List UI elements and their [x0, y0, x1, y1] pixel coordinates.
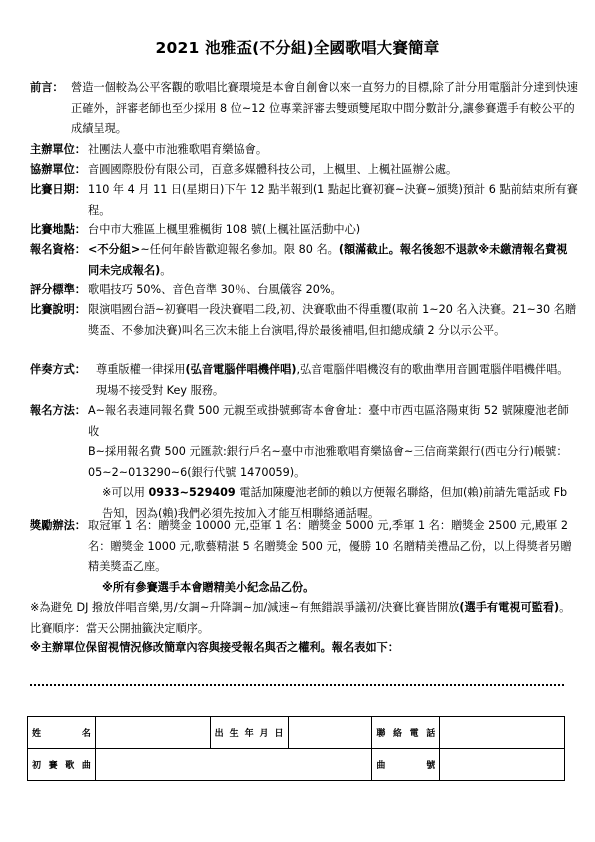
- awards-gift-note: ※所有參賽選手本會贈精美小紀念品乙份。: [102, 580, 315, 594]
- form-label-birth: 出生年月日: [210, 717, 288, 749]
- organizer-text: 社團法人臺中市池雅歌唱育樂協會。: [88, 143, 268, 156]
- cut-line: [30, 681, 564, 686]
- eligibility-section: [30, 240, 578, 281]
- awards-detail: 取冠軍 1 名：贈獎金 10000 元,亞軍 1 名：贈獎金 5000 元,季軍 1 名：贈獎金 2500 元,殿軍 2 名：贈獎金 1000 元,歌藝精湛 5 名贈獎金 500 元，優勝 10 名贈精美禮品乙份，以上得獎者另贈精美獎盃乙座。: [88, 519, 572, 573]
- eligibility-label: 報名資格：: [30, 243, 86, 256]
- accompaniment-machine: (弘音電腦伴唱機伴唱): [185, 363, 297, 376]
- dj-note-monitor: (選手有電視可監看): [459, 601, 560, 614]
- form-row-2: [28, 749, 565, 781]
- registration-option-b: B~採用報名費 500 元匯款:銀行戶名~臺中市池雅歌唱育樂協會~三信商業銀行(西屯分行)帳號：05~2~013290~6(銀行代號 1470059)。: [88, 445, 568, 479]
- eligibility-limit-note: (額滿截止。報名後恕不退款※未繳清報名費視同未完成報名): [88, 243, 568, 277]
- form-label-song-no: 曲 號: [372, 749, 440, 781]
- accompaniment-detail: ,弘音電腦伴唱機沒有的歌曲準用音圓電腦伴唱機伴唱。現場不接受對 Key 服務。: [96, 363, 569, 397]
- eligibility-end: 。: [160, 263, 172, 277]
- rules-section: [30, 300, 578, 341]
- date-section: [30, 180, 578, 221]
- preface-section: [30, 78, 578, 140]
- registration-form-table: [27, 716, 565, 781]
- registration-label: 報名方法：: [30, 404, 86, 417]
- dj-note-text: ※為避免 DJ 撥放伴唱音樂,男/女調~升降調~加/減速~有無錯誤爭議初/決賽比賽皆開放: [30, 601, 460, 614]
- registration-phone: 0933~529409: [148, 486, 236, 499]
- registration-text: [88, 401, 578, 524]
- registration-section: [30, 401, 578, 524]
- form-field-song-no[interactable]: [440, 749, 565, 781]
- preface-label: 前言：: [30, 81, 64, 94]
- form-field-birth[interactable]: [288, 717, 372, 749]
- accompaniment-intro: 尊重版權一律採用: [96, 363, 186, 376]
- scoring-section: [30, 280, 578, 301]
- form-label-phone: 聯絡電話: [372, 717, 440, 749]
- date-text: 110 年 4 月 11 日(星期日)下午 12 點半報到(1 點起比賽初賽~決賽~頒獎)預計 6 點前結束所有賽程。: [88, 183, 578, 217]
- co-organizer-label: 協辦單位：: [30, 163, 86, 176]
- venue-label: 比賽地點：: [30, 223, 86, 236]
- awards-text: [88, 516, 578, 598]
- registration-note-post: 電話加陳慶池老師的賴以方便報名聯絡，但加(賴)前請先電話或 Fb 告知，因為(賴)我們必須先按加入才能互相聯絡通話喔。: [102, 486, 568, 520]
- dj-note: [30, 598, 578, 639]
- form-label-name: 姓 名: [28, 717, 96, 749]
- eligibility-detail: ~任何年齡皆歡迎報名參加。限 80 名。: [140, 243, 339, 256]
- co-organizer-section: [30, 160, 578, 181]
- eligibility-text: [88, 240, 578, 281]
- scoring-text: 歌唱技巧 50%、音色音準 30％、台風儀容 20%。: [88, 283, 342, 296]
- form-field-phone[interactable]: [440, 717, 565, 749]
- form-field-name[interactable]: [95, 717, 210, 749]
- registration-note-pre: ※可以用: [102, 486, 149, 499]
- awards-label: 獎勵辦法：: [30, 519, 86, 532]
- organizer-label: 主辦單位：: [30, 143, 86, 156]
- co-organizer-text: 音圓國際股份有限公司，百意多媒體科技公司，上楓里、上楓社區辦公處。: [88, 163, 458, 176]
- form-field-song[interactable]: [95, 749, 371, 781]
- rules-label: 比賽說明：: [30, 303, 86, 316]
- scoring-label: 評分標準：: [30, 283, 86, 296]
- venue-text: 台中市大雅區上楓里雅楓街 108 號(上楓社區活動中心): [88, 223, 361, 236]
- venue-section: [30, 220, 578, 241]
- awards-section: [30, 516, 578, 598]
- date-label: 比賽日期：: [30, 183, 86, 196]
- accompaniment-text: [96, 360, 578, 401]
- dj-note-order: 。比賽順序：當天公開抽籤決定順序。: [30, 601, 571, 635]
- organizer-section: [30, 140, 578, 161]
- form-row-1: [28, 717, 565, 749]
- accompaniment-section: [30, 360, 578, 401]
- registration-option-a: A~報名表連同報名費 500 元親至或掛號郵寄本會會址：臺中市西屯區洛陽東街 52 號陳慶池老師收: [88, 404, 569, 438]
- preface-text: 營造一個較為公平客觀的歌唱比賽環境是本會自創會以來一直努力的目標,除了計分用電腦計分達到快速正確外，評審老師也至少採用 8 位~12 位專業評審去雙頭雙尾取中間分數計分,讓參賽選手有較公平的成績呈現。: [71, 81, 578, 135]
- accompaniment-label: 伴奏方式：: [30, 363, 86, 376]
- form-label-song: 初賽歌曲: [28, 749, 96, 781]
- eligibility-group: <不分組>: [88, 243, 141, 256]
- final-note: ※主辦單位保留視情況修改簡章內容與接受報名與否之權利。報名表如下：: [30, 641, 399, 654]
- rules-text: 限演唱國台語~初賽唱一段決賽唱二段,初、決賽歌曲不得重覆(取前 1~20 名入決賽。21~30 名贈獎盃、不參加決賽)叫名三次未能上台演唱,得於最後補唱,但扣總成績 2 分以示公平。: [88, 303, 577, 337]
- document-title: 2021 池雅盃(不分組)全國歌唱大賽簡章: [155, 39, 440, 57]
